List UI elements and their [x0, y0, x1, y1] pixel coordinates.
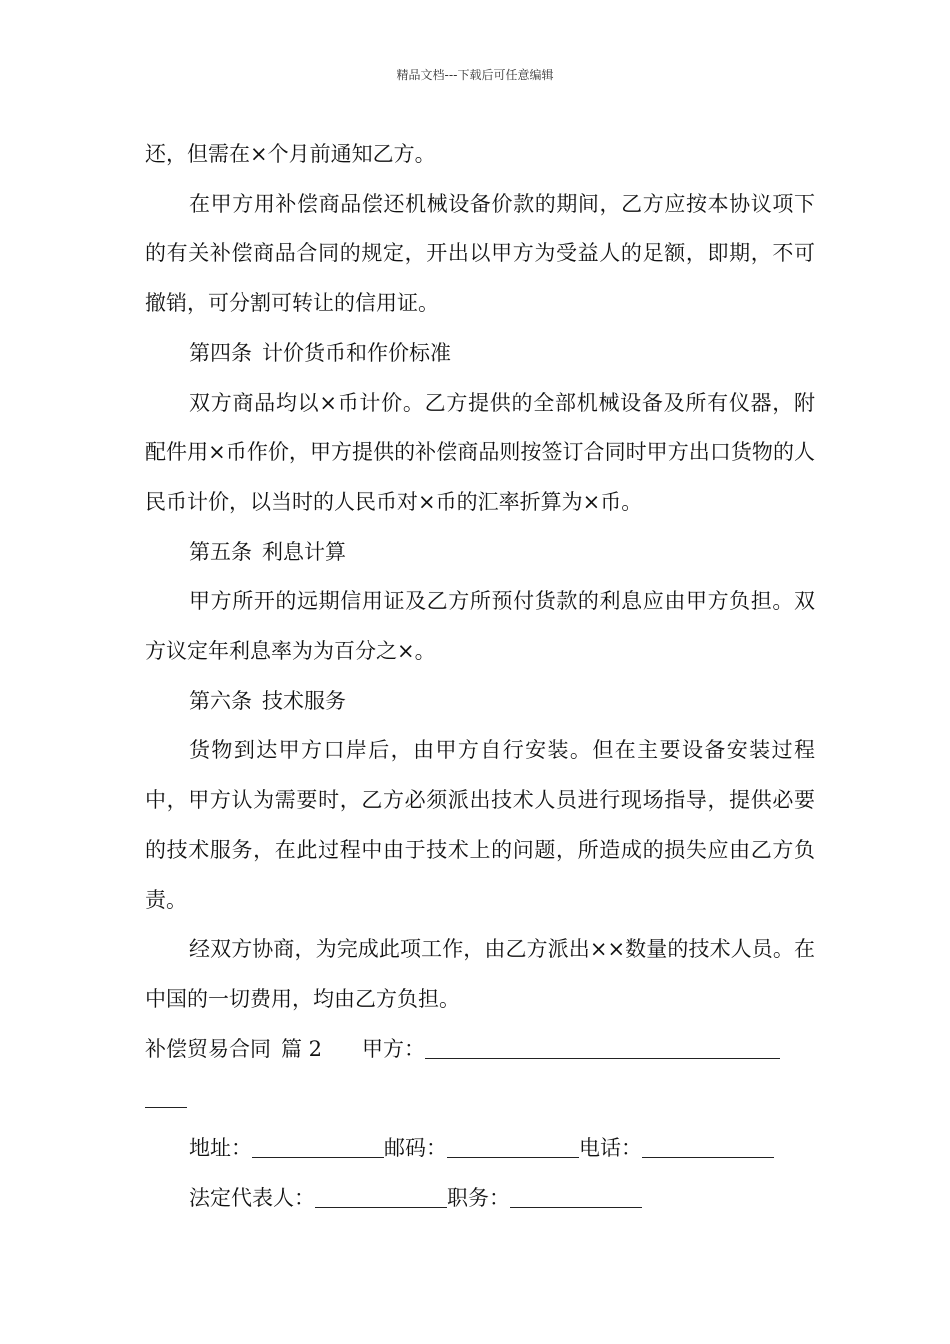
article-5-heading [145, 528, 815, 578]
paragraph-pricing: 双方商品均以×币计价。乙方提供的全部机械设备及所有仪器，附配件用×币作价，甲方提供的补偿商品则按签订合同时甲方出口货物的人民币计价，以当时的人民币对×币的汇率折算为×币。 [145, 390, 815, 514]
address-label: 地址： [189, 1136, 252, 1161]
paragraph-continuation: 还，但需在×个月前通知乙方。 [145, 142, 436, 166]
paragraph-technical-service: 货物到达甲方口岸后，由甲方自行安装。但在主要设备安装过程中，甲方认为需要时，乙方必须派出技术人员进行现场指导，提供必要的技术服务，在此过程中由于技术上的问题，所造成的损失应由乙方负责。 [145, 738, 815, 912]
postcode-label: 邮码： [384, 1136, 447, 1161]
address-line [145, 1124, 815, 1174]
postcode-blank [447, 1136, 579, 1158]
article-6-title: 技术服务 [262, 688, 346, 713]
position-blank [510, 1186, 642, 1208]
page-header: 精品文档---下载后可任意编辑 [396, 68, 554, 82]
phone-blank [642, 1136, 774, 1158]
article-5-title: 利息计算 [262, 539, 346, 564]
party-a-blank-continuation [145, 1086, 187, 1108]
address-blank [252, 1136, 384, 1158]
article-4-number: 第四条 [189, 340, 252, 365]
contract-2-title: 补偿贸易合同 [145, 1036, 271, 1061]
party-a-label: 甲方： [362, 1036, 426, 1061]
paragraph-technicians: 经双方协商，为完成此项工作，由乙方派出××数量的技术人员。在中国的一切费用，均由乙方负担。 [145, 937, 815, 1011]
article-6-heading [145, 677, 815, 727]
party-a-blank-continuation-line [145, 1074, 815, 1124]
party-a-blank [425, 1037, 780, 1059]
article-4-title: 计价货币和作价标准 [262, 340, 451, 365]
paragraph-payment-period: 在甲方用补偿商品偿还机械设备价款的期间，乙方应按本协议项下的有关补偿商品合同的规定，开出以甲方为受益人的足额，即期，不可撤销，可分割可转让的信用证。 [145, 191, 815, 316]
legal-rep-line [145, 1174, 815, 1224]
phone-label: 电话： [579, 1136, 642, 1161]
article-4-heading [145, 329, 815, 379]
contract-2-title-line [145, 1025, 815, 1075]
legal-rep-label: 法定代表人： [189, 1185, 315, 1210]
contract-2-part: 篇 2 [281, 1036, 323, 1061]
paragraph-interest: 甲方所开的远期信用证及乙方所预付货款的利息应由甲方负担。双方议定年利息率为为百分之×。 [145, 589, 815, 664]
legal-rep-blank [315, 1186, 447, 1208]
article-6-number: 第六条 [189, 688, 252, 713]
article-5-number: 第五条 [189, 539, 252, 564]
position-label: 职务： [447, 1185, 510, 1210]
document-body [145, 130, 815, 1223]
